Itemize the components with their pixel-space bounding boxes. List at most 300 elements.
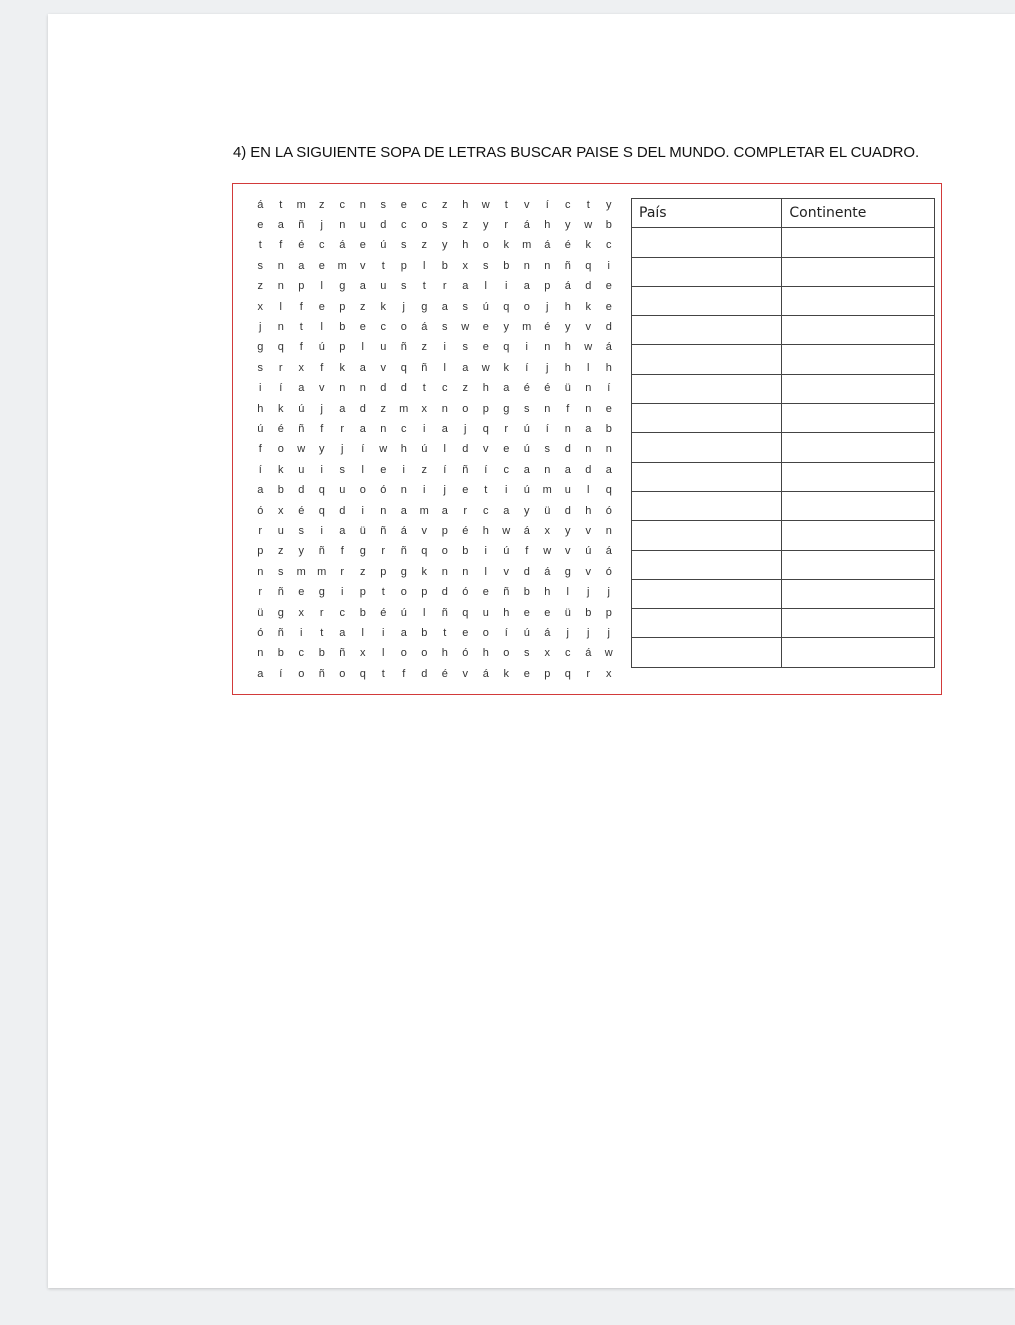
letter-cell: u (277, 524, 284, 537)
continent-column-header: Continente (782, 199, 935, 228)
letter-cell: s (298, 524, 304, 537)
letter-cell: m (522, 239, 532, 252)
letter-cell: q (462, 606, 469, 619)
continent-cell[interactable] (782, 579, 935, 608)
letter-cell: ñ (277, 586, 284, 599)
letter-cell: x (462, 259, 468, 272)
letter-cell: á (564, 280, 571, 293)
letter-cell: ñ (421, 361, 428, 374)
country-cell[interactable] (632, 257, 782, 286)
letter-cell: m (522, 321, 532, 334)
letter-cell: g (277, 606, 284, 619)
letter-cell: a (277, 219, 284, 232)
letter-cell: ñ (503, 586, 510, 599)
country-cell[interactable] (632, 609, 782, 638)
letter-cell: a (503, 382, 510, 395)
letter-cell: l (587, 361, 590, 374)
letter-cell: u (380, 341, 387, 354)
country-cell[interactable] (632, 316, 782, 345)
letter-cell: d (441, 586, 448, 599)
continent-cell[interactable] (782, 550, 935, 579)
letter-cell: a (441, 300, 448, 313)
letter-cell: p (441, 524, 448, 537)
letter-cell: c (565, 198, 571, 211)
letter-cell: e (544, 606, 551, 619)
letter-cell: z (257, 280, 263, 293)
letter-cell: h (400, 443, 407, 456)
letter-cell: k (585, 300, 591, 313)
letter-cell: c (503, 463, 509, 476)
letter-cell: p (257, 545, 264, 558)
letter-cell: x (257, 300, 263, 313)
letter-cell: k (585, 239, 591, 252)
country-cell[interactable] (632, 433, 782, 462)
letter-cell: ü (257, 606, 264, 619)
letter-cell: i (361, 504, 364, 517)
letter-cell: o (339, 667, 346, 680)
letter-cell: q (585, 259, 592, 272)
letter-cell: j (607, 626, 610, 639)
letter-cell: é (544, 321, 551, 334)
letter-cell: p (359, 586, 366, 599)
letter-cell: j (341, 443, 344, 456)
letter-cell: c (442, 382, 448, 395)
letter-cell: e (605, 280, 612, 293)
letter-cell: c (565, 647, 571, 660)
letter-cell: z (278, 545, 284, 558)
letter-cell: c (339, 606, 345, 619)
answer-row (632, 345, 935, 374)
letter-cell: e (400, 198, 407, 211)
letter-cell: o (462, 402, 469, 415)
letter-cell: r (340, 565, 345, 578)
letter-cell: b (605, 422, 612, 435)
letter-cell: ó (462, 647, 469, 660)
letter-cell: c (298, 647, 304, 660)
answer-row (632, 257, 935, 286)
letter-cell: ú (318, 341, 325, 354)
letter-cell: t (586, 198, 590, 211)
letter-cell: c (401, 422, 407, 435)
letter-cell: d (298, 484, 305, 497)
letter-cell: x (298, 361, 304, 374)
letter-cell: é (523, 382, 530, 395)
letter-cell: m (399, 402, 409, 415)
letter-cell: c (401, 219, 407, 232)
letter-cell: z (462, 382, 468, 395)
letter-cell: h (585, 504, 592, 517)
letter-cell: e (482, 321, 489, 334)
answer-row (632, 638, 935, 667)
letter-cell: p (544, 667, 551, 680)
country-cell[interactable] (632, 374, 782, 403)
continent-cell[interactable] (782, 228, 935, 257)
letter-cell: m (337, 259, 347, 272)
continent-cell[interactable] (782, 521, 935, 550)
letter-cell: h (564, 361, 571, 374)
continent-cell[interactable] (782, 374, 935, 403)
letter-cell: e (482, 341, 489, 354)
letter-cell: s (401, 280, 407, 293)
letter-cell: í (361, 443, 365, 456)
letter-cell: a (257, 484, 264, 497)
country-cell[interactable] (632, 404, 782, 433)
letter-cell: l (382, 647, 385, 660)
country-cell[interactable] (632, 579, 782, 608)
continent-cell[interactable] (782, 462, 935, 491)
letter-cell: i (423, 484, 426, 497)
letter-cell: r (258, 524, 263, 537)
letter-cell: u (482, 606, 489, 619)
letter-cell: ñ (400, 545, 407, 558)
letter-cell: j (546, 300, 549, 313)
letter-cell: i (505, 280, 508, 293)
letter-cell: x (606, 667, 612, 680)
letter-cell: d (421, 667, 428, 680)
letter-cell: d (564, 504, 571, 517)
letter-cell: i (382, 626, 385, 639)
letter-cell: ú (482, 300, 489, 313)
letter-cell: ú (585, 545, 592, 558)
letter-cell: í (258, 463, 262, 476)
letter-cell: a (298, 259, 305, 272)
letter-cell: i (505, 484, 508, 497)
letter-cell: n (359, 198, 366, 211)
letter-cell: l (587, 484, 590, 497)
country-cell[interactable] (632, 286, 782, 315)
letter-cell: i (300, 626, 303, 639)
letter-cell: i (320, 463, 323, 476)
letter-cell: y (319, 443, 325, 456)
letter-cell: z (360, 300, 366, 313)
letter-cell: y (565, 524, 571, 537)
letter-cell: v (421, 524, 427, 537)
letter-cell: h (564, 300, 571, 313)
letter-cell: e (359, 321, 366, 334)
letter-cell: n (523, 259, 530, 272)
letter-cell: e (298, 586, 305, 599)
letter-cell: f (340, 545, 344, 558)
letter-cell: b (318, 647, 325, 660)
letter-cell: o (482, 626, 489, 639)
letter-cell: e (257, 219, 264, 232)
letter-cell: f (320, 361, 324, 374)
letter-cell: g (318, 586, 325, 599)
country-cell[interactable] (632, 345, 782, 374)
letter-cell: ó (380, 484, 387, 497)
country-cell[interactable] (632, 462, 782, 491)
letter-cell: á (585, 647, 592, 660)
letter-cell: e (605, 402, 612, 415)
letter-cell: í (607, 382, 611, 395)
letter-cell: a (585, 422, 592, 435)
letter-cell: i (320, 524, 323, 537)
letter-cell: c (421, 198, 427, 211)
letter-cell: m (419, 504, 429, 517)
continent-cell[interactable] (782, 433, 935, 462)
letter-cell: t (258, 239, 262, 252)
letter-cell: n (605, 524, 612, 537)
letter-cell: q (421, 545, 428, 558)
letter-cell: o (400, 586, 407, 599)
letter-cell: d (523, 565, 530, 578)
letter-cell: í (504, 626, 508, 639)
answer-row (632, 609, 935, 638)
letter-cell: á (421, 321, 428, 334)
letter-cell: t (381, 586, 385, 599)
letter-cell: p (482, 402, 489, 415)
letter-cell: w (584, 341, 593, 354)
letter-cell: t (504, 198, 508, 211)
letter-cell: v (483, 443, 489, 456)
letter-cell: h (564, 341, 571, 354)
letter-cell: h (503, 606, 510, 619)
letter-cell: n (462, 565, 469, 578)
letter-cell: m (296, 565, 306, 578)
letter-cell: s (524, 647, 530, 660)
letter-cell: t (381, 259, 385, 272)
letter-cell: b (503, 259, 510, 272)
letter-cell: x (544, 647, 550, 660)
letter-cell: ñ (318, 667, 325, 680)
letter-cell: n (277, 259, 284, 272)
letter-cell: á (339, 239, 346, 252)
letter-cell: g (359, 545, 366, 558)
letter-cell: b (605, 219, 612, 232)
letter-cell: k (421, 565, 427, 578)
letter-cell: o (482, 239, 489, 252)
letter-cell: q (503, 341, 510, 354)
letter-cell: b (421, 626, 428, 639)
letter-cell: q (482, 422, 489, 435)
letter-cell: x (421, 402, 427, 415)
letter-cell: n (441, 402, 448, 415)
word-search-frame (232, 183, 942, 695)
letter-cell: n (605, 443, 612, 456)
answer-row (632, 521, 935, 550)
letter-cell: á (605, 341, 612, 354)
letter-cell: v (585, 524, 591, 537)
letter-cell: ü (564, 382, 571, 395)
letter-cell: i (341, 586, 344, 599)
letter-cell: y (565, 321, 571, 334)
letter-cell: r (381, 545, 386, 558)
continent-cell[interactable] (782, 345, 935, 374)
letter-cell: w (604, 647, 613, 660)
letter-cell: z (421, 463, 427, 476)
country-column-header: País (632, 199, 782, 228)
letter-cell: d (605, 321, 612, 334)
continent-cell[interactable] (782, 316, 935, 345)
letter-cell: n (544, 402, 551, 415)
letter-cell: ñ (400, 341, 407, 354)
letter-cell: s (257, 361, 263, 374)
letter-cell: ó (605, 565, 612, 578)
letter-cell: n (380, 504, 387, 517)
letter-cell: ü (564, 606, 571, 619)
letter-cell: f (320, 422, 324, 435)
letter-cell: l (423, 259, 426, 272)
letter-cell: é (277, 422, 284, 435)
answer-row (632, 491, 935, 520)
letter-cell: í (443, 463, 447, 476)
letter-cell: d (380, 219, 387, 232)
letter-cell: b (441, 259, 448, 272)
letter-cell: v (380, 361, 386, 374)
letter-cell: d (380, 382, 387, 395)
letter-cell: k (503, 667, 509, 680)
letter-cell: e (318, 259, 325, 272)
letter-cell: o (441, 545, 448, 558)
letter-cell: s (483, 259, 489, 272)
letter-cell: t (299, 321, 303, 334)
letter-cell: a (605, 463, 612, 476)
letter-cell: l (443, 361, 446, 374)
letter-cell: é (298, 504, 305, 517)
letter-cell: r (258, 586, 263, 599)
letter-cell: a (441, 422, 448, 435)
letter-cell: l (361, 341, 364, 354)
letter-cell: p (544, 280, 551, 293)
letter-cell: e (605, 300, 612, 313)
letter-cell: v (524, 198, 530, 211)
letter-cell: s (380, 198, 386, 211)
letter-cell: o (503, 647, 510, 660)
letter-cell: h (441, 647, 448, 660)
letter-cell: n (564, 422, 571, 435)
letter-cell: ü (544, 504, 551, 517)
letter-cell: é (441, 667, 448, 680)
letter-cell: b (339, 321, 346, 334)
letter-cell: s (442, 219, 448, 232)
letter-cell: l (443, 443, 446, 456)
letter-cell: i (402, 463, 405, 476)
letter-cell: o (277, 443, 284, 456)
letter-cell: q (564, 667, 571, 680)
country-cell[interactable] (632, 521, 782, 550)
letter-cell: k (339, 361, 345, 374)
answer-table-header-row (632, 199, 935, 228)
letter-cell: p (380, 565, 387, 578)
letter-cell: i (484, 545, 487, 558)
letter-cell: ñ (462, 463, 469, 476)
letter-cell: a (359, 422, 366, 435)
letter-cell: n (339, 219, 346, 232)
letter-cell: u (359, 219, 366, 232)
answer-row (632, 433, 935, 462)
letter-cell: o (523, 300, 530, 313)
letter-cell: v (585, 321, 591, 334)
letter-cell: o (400, 321, 407, 334)
letter-cell: g (257, 341, 264, 354)
letter-cell: r (340, 422, 345, 435)
letter-cell: ó (605, 504, 612, 517)
letter-cell: p (421, 586, 428, 599)
letter-cell: y (524, 504, 530, 517)
letter-cell: h (482, 647, 489, 660)
continent-cell[interactable] (782, 638, 935, 667)
letter-cell: n (585, 382, 592, 395)
letter-cell: ó (462, 586, 469, 599)
continent-cell[interactable] (782, 257, 935, 286)
letter-cell: j (587, 586, 590, 599)
letter-cell: r (463, 504, 468, 517)
letter-cell: x (298, 606, 304, 619)
letter-cell: h (482, 524, 489, 537)
letter-cell: e (359, 239, 366, 252)
country-cell[interactable] (632, 638, 782, 667)
letter-cell: w (379, 443, 388, 456)
instruction-text: 4) EN LA SIGUIENTE SOPA DE LETRAS BUSCAR PAISE S DEL MUNDO. COMPLETAR EL CUADRO. (233, 144, 920, 161)
letter-cell: k (503, 361, 509, 374)
letter-cell: f (525, 545, 529, 558)
letter-cell: ú (298, 402, 305, 415)
letter-cell: o (421, 647, 428, 660)
letter-cell: l (484, 565, 487, 578)
letter-cell: s (524, 402, 530, 415)
letter-cell: a (298, 382, 305, 395)
letter-cell: h (482, 382, 489, 395)
letter-cell: t (484, 484, 488, 497)
letter-cell: f (299, 341, 303, 354)
continent-cell[interactable] (782, 404, 935, 433)
letter-cell: p (400, 259, 407, 272)
letter-cell: d (400, 382, 407, 395)
letter-cell: a (359, 361, 366, 374)
letter-cell: j (320, 402, 323, 415)
letter-cell: í (545, 198, 549, 211)
letter-cell: c (380, 321, 386, 334)
letter-cell: y (442, 239, 448, 252)
letter-cell: s (339, 463, 345, 476)
letter-cell: q (318, 484, 325, 497)
letter-cell: n (544, 259, 551, 272)
letter-cell: f (402, 667, 406, 680)
letter-cell: b (277, 647, 284, 660)
answer-row (632, 228, 935, 257)
letter-cell: á (482, 667, 489, 680)
letter-cell: h (544, 219, 551, 232)
letter-cell: n (441, 565, 448, 578)
letter-cell: y (606, 198, 612, 211)
letter-cell: y (565, 219, 571, 232)
letter-cell: n (585, 402, 592, 415)
letter-cell: n (339, 382, 346, 395)
letter-cell: o (400, 647, 407, 660)
continent-cell[interactable] (782, 286, 935, 315)
answer-row (632, 374, 935, 403)
document-page (48, 14, 1015, 1288)
letter-cell: z (421, 239, 427, 252)
letter-cell: e (482, 586, 489, 599)
letter-cell: p (339, 341, 346, 354)
continent-cell[interactable] (782, 609, 935, 638)
letter-cell: v (462, 667, 468, 680)
letter-cell: o (298, 667, 305, 680)
letter-cell: h (462, 239, 469, 252)
country-cell[interactable] (632, 228, 782, 257)
country-cell[interactable] (632, 550, 782, 579)
letter-cell: q (605, 484, 612, 497)
letter-cell: w (297, 443, 306, 456)
letter-cell: g (421, 300, 428, 313)
continent-cell[interactable] (782, 491, 935, 520)
letter-cell: m (542, 484, 552, 497)
letter-cell: s (462, 341, 468, 354)
letter-cell: r (504, 219, 509, 232)
country-cell[interactable] (632, 491, 782, 520)
letter-cell: n (544, 463, 551, 476)
